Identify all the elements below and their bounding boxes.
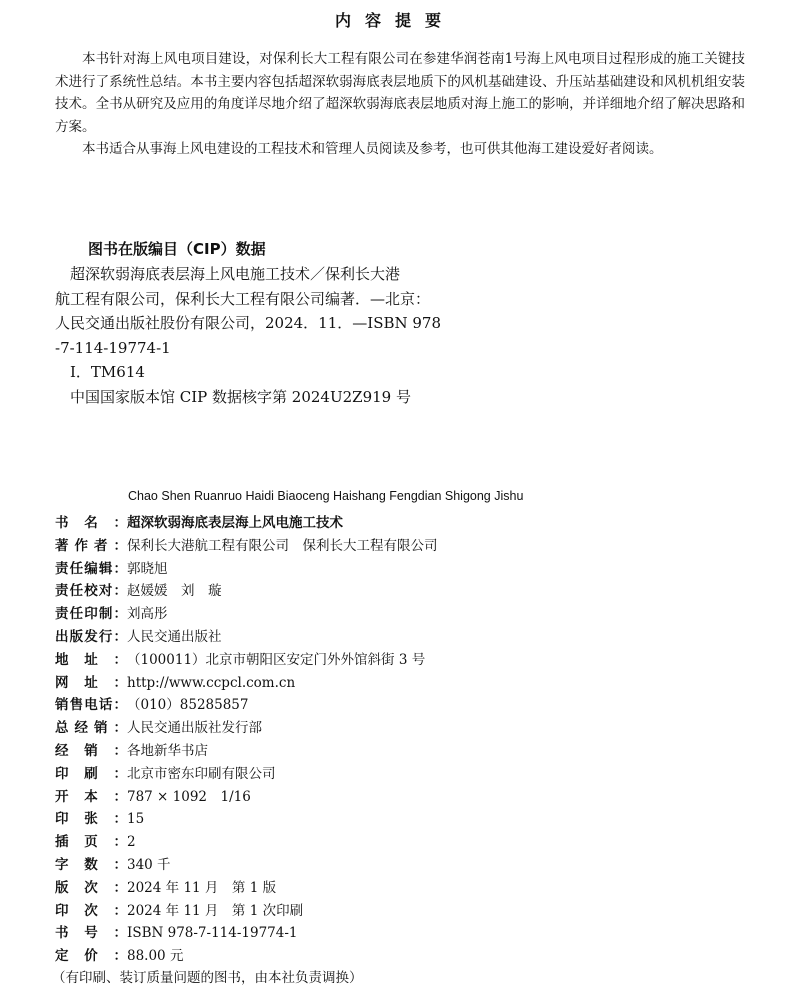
info-value: 超深软弱海底表层海上风电施工技术	[127, 515, 343, 531]
info-row	[55, 626, 438, 649]
info-row	[55, 831, 438, 854]
info-label: 责 任 编 辑 ：	[55, 560, 127, 577]
info-row	[55, 558, 438, 581]
summary-paragraph: 本书适合从事海上风电建设的工程技术和管理人员阅读及参考，也可供其他海工建设爱好者阅读。	[82, 141, 663, 157]
info-value: （010）85285857	[127, 697, 249, 714]
info-row	[55, 649, 438, 672]
info-label: 书 名 ：	[55, 515, 127, 531]
footer-note: （有印刷、装订质量问题的图书，由本社负责调换）	[52, 970, 363, 986]
info-label: 出 版 发 行 ：	[55, 628, 127, 645]
info-row	[55, 945, 438, 968]
info-label: 责 任 印 制 ：	[55, 606, 127, 623]
info-label: 印 次 ：	[55, 902, 127, 919]
info-value: 郭晓旭	[127, 560, 168, 577]
info-label: 地 址 ：	[55, 651, 127, 668]
cip-line: 超深软弱海底表层海上风电施工技术／保利长大港	[55, 265, 401, 283]
cip-line: 人民交通出版社股份有限公司，2024．11．—ISBN 978	[55, 314, 442, 332]
info-value: 2024 年 11 月 第 1 版	[127, 879, 277, 896]
info-row	[55, 786, 438, 809]
info-label: 开 本 ：	[55, 788, 127, 805]
info-label: 插 页 ：	[55, 834, 127, 851]
info-row	[55, 580, 438, 603]
info-row	[55, 672, 438, 695]
cip-block	[55, 262, 475, 409]
info-row	[55, 603, 438, 626]
info-value: 赵媛媛 刘 璇	[127, 583, 222, 600]
cip-line: 中国国家版本馆 CIP 数据核字第 2024U2Z919 号	[55, 387, 411, 406]
info-value: 人民交通出版社	[127, 628, 222, 645]
info-row	[55, 854, 438, 877]
info-row	[55, 808, 438, 831]
info-row	[55, 922, 438, 945]
info-value: 各地新华书店	[127, 742, 208, 759]
info-label: 网 址 ：	[55, 674, 127, 691]
info-label: 著 作 者 ：	[55, 537, 127, 554]
pinyin-title: Chao Shen Ruanruo Haidi Biaoceng Haishang Fengdian Shigong Jishu	[128, 489, 524, 503]
info-label: 经 销 ：	[55, 742, 127, 759]
info-value: 787 × 1092 1/16	[127, 788, 251, 805]
info-row	[55, 717, 438, 740]
info-value: （100011）北京市朝阳区安定门外外馆斜街 3 号	[127, 651, 426, 668]
info-label: 字 数 ：	[55, 856, 127, 873]
info-row	[55, 763, 438, 786]
info-label: 总 经 销 ：	[55, 720, 127, 737]
summary-paragraph: 本书针对海上风电项目建设，对保利长大工程有限公司在参建华润苍南1号海上风电项目过程形成的施工关键技术进行了系统性总结。本书主要内容包括超深软弱海底表层地质下的风机基础建设、升压站基础建设和风机机组安装技术。全书从研究及应用的角度详尽地介绍了超深软弱海底表层地质对海上施工的影响，并详细地介绍了解决思路和方案。	[55, 51, 745, 135]
info-row	[55, 877, 438, 900]
summary-title: 内容提要	[334, 11, 455, 30]
info-value: 2024 年 11 月 第 1 次印刷	[127, 902, 304, 919]
info-row	[55, 900, 438, 923]
cip-heading: 图书在版编目（CIP）数据	[88, 240, 266, 258]
cip-line: -7-114-19774-1	[55, 338, 171, 357]
info-label: 版 次 ：	[55, 879, 127, 896]
info-label: 印 张 ：	[55, 811, 127, 828]
info-value: 88.00 元	[127, 948, 184, 965]
info-row	[55, 535, 438, 558]
info-value: 15	[127, 811, 145, 828]
info-label: 书 号 ：	[55, 925, 127, 942]
summary-section	[55, 48, 745, 161]
publication-info	[55, 512, 438, 968]
info-value: 北京市密东印刷有限公司	[127, 765, 276, 782]
info-label: 销 售 电 话 ：	[55, 697, 127, 714]
cip-line: 航工程有限公司，保利长大工程有限公司编著．—北京：	[55, 289, 431, 308]
info-label: 责 任 校 对 ：	[55, 583, 127, 600]
info-value: 340 千	[127, 856, 171, 873]
cip-line: Ⅰ．TM614	[55, 363, 145, 381]
info-row	[55, 512, 438, 535]
info-value: http://www.ccpcl.com.cn	[127, 674, 296, 691]
info-value: 保利长大港航工程有限公司 保利长大工程有限公司	[127, 537, 438, 554]
info-row	[55, 694, 438, 717]
info-label: 印 刷 ：	[55, 765, 127, 782]
info-value: 2	[127, 834, 136, 851]
info-value: ISBN 978-7-114-19774-1	[127, 925, 298, 942]
info-value: 刘高彤	[127, 606, 168, 623]
info-row	[55, 740, 438, 763]
info-value: 人民交通出版社发行部	[127, 720, 262, 737]
info-label: 定 价 ：	[55, 948, 127, 965]
